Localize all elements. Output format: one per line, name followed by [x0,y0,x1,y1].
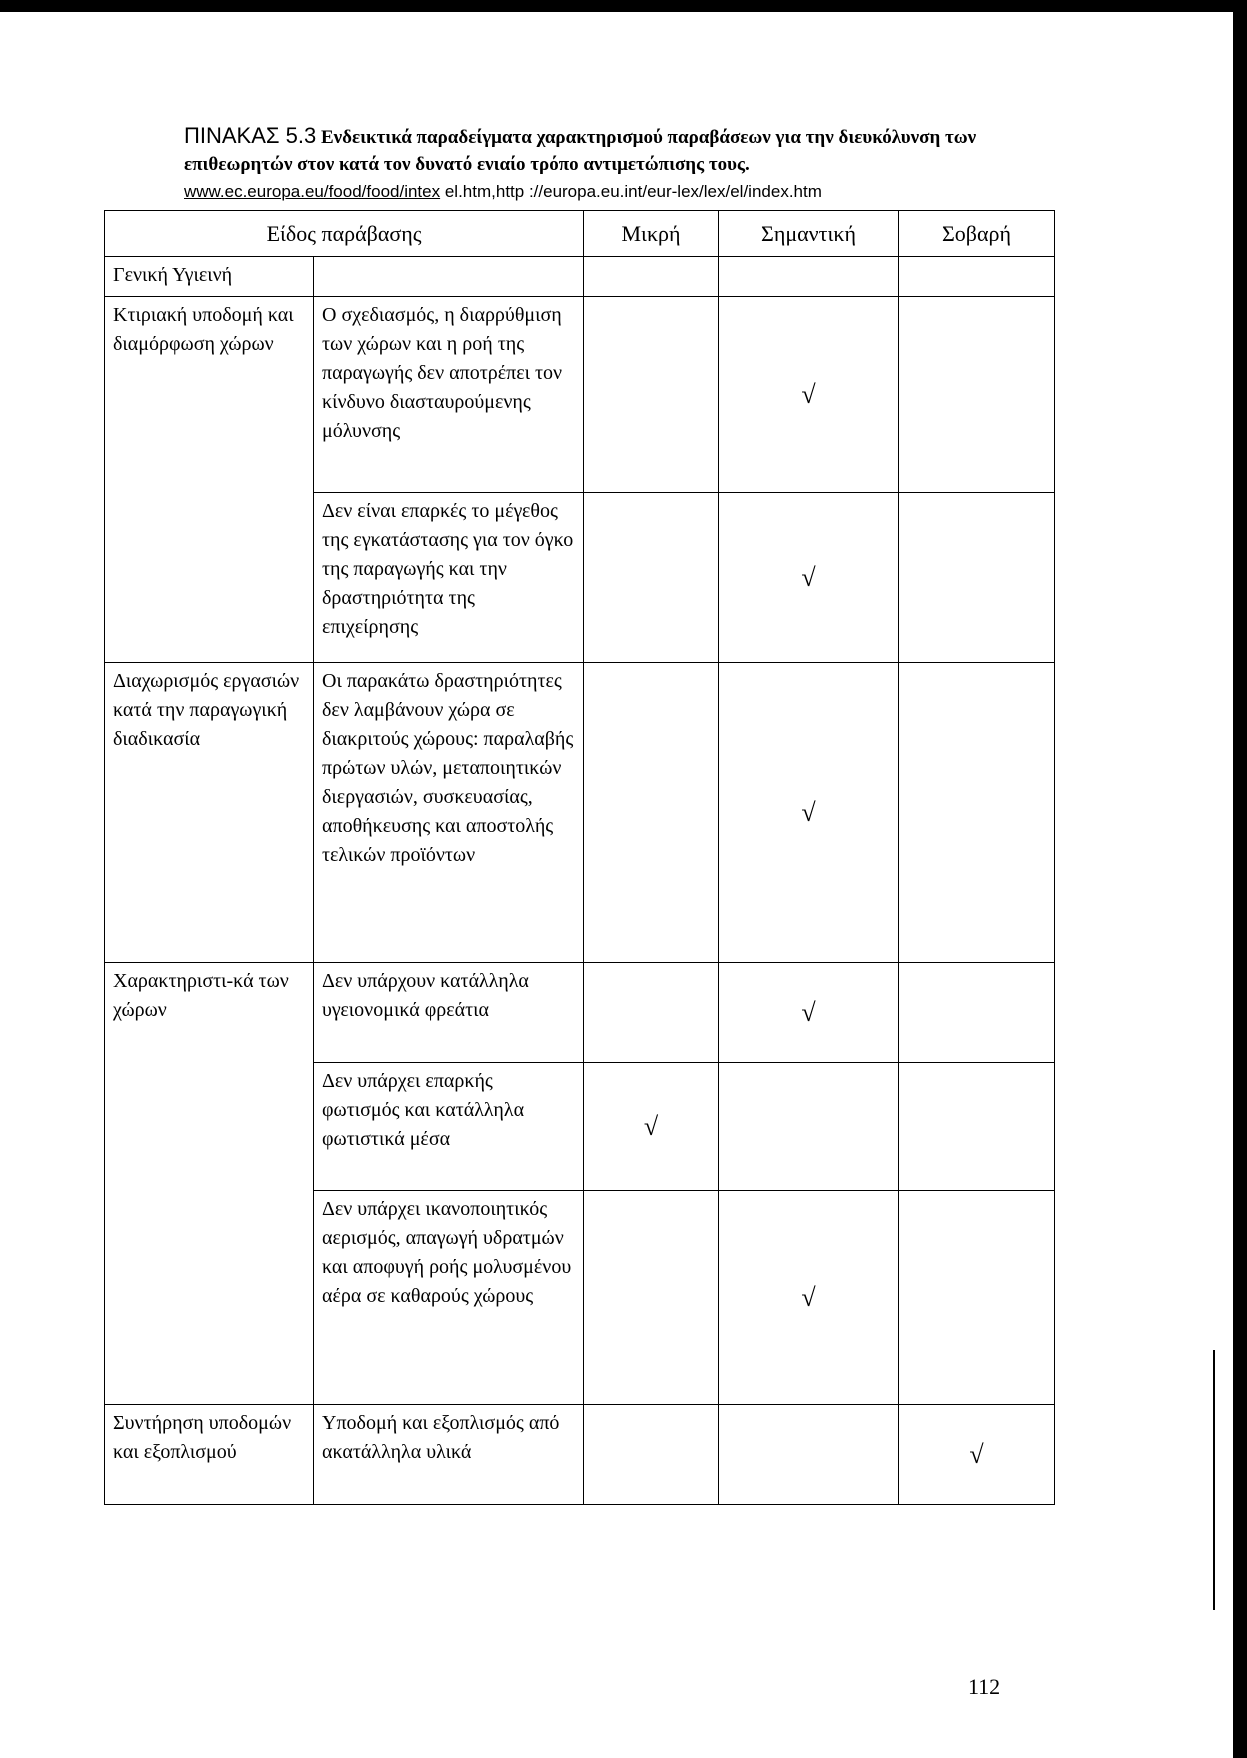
header-significant: Σημαντική [719,211,899,257]
table-row [105,493,1055,663]
row-category: Κτιριακή υποδομή και διαμόρφωση χώρων [105,297,314,493]
section-empty-cell [719,257,899,297]
table-row [105,297,1055,493]
row-description: Δεν υπάρχουν κατάλληλα υγειονομικά φρεάτια [314,963,584,1063]
check-mark-icon: √ [801,380,816,409]
check-mark-icon: √ [801,998,816,1027]
minor-cell [584,663,719,963]
significant-cell [719,1191,899,1405]
minor-cell [584,493,719,663]
row-category [105,493,314,663]
serious-cell [899,297,1055,493]
serious-cell [899,1063,1055,1191]
page-number: 112 [968,1674,1001,1699]
minor-cell [584,297,719,493]
section-empty-cell [584,257,719,297]
section-empty-cell [314,257,584,297]
section-empty-cell [899,257,1055,297]
table-row [105,1063,1055,1191]
minor-cell [584,1405,719,1505]
section-row [105,257,1055,297]
serious-cell [899,1405,1055,1505]
row-description: Δεν είναι επαρκές το μέγεθος της εγκατάστασης για τον όγκο της παραγωγής και την δραστηριότητα της επιχείρησης [314,493,584,663]
table-row [105,963,1055,1063]
serious-cell [899,963,1055,1063]
check-mark-icon: √ [801,563,816,592]
margin-line [1213,1350,1215,1610]
minor-cell [584,1191,719,1405]
row-category [105,1063,314,1191]
serious-cell [899,1191,1055,1405]
caption-title: ΠΙΝΑΚΑΣ 5.3 [184,123,317,148]
check-mark-icon: √ [801,798,816,827]
row-category: Συντήρηση υποδομών και εξοπλισμού [105,1405,314,1505]
row-category: Χαρακτηριστι-κά των χώρων [105,963,314,1063]
row-description: Οι παρακάτω δραστηριότητες δεν λαμβάνουν χώρα σε διακριτούς χώρους: παραλαβής πρώτων υλών, μεταποιητικών διεργασιών, συσκευασίας, αποθήκευσης και αποστολής τελικών προϊόντων [314,663,584,963]
significant-cell [719,663,899,963]
significant-cell [719,1063,899,1191]
table-row [105,1405,1055,1505]
scan-border-top [0,0,1247,12]
row-description: Δεν υπάρχει επαρκής φωτισμός και κατάλληλα φωτιστικά μέσα [314,1063,584,1191]
significant-cell [719,963,899,1063]
scan-border-right [1233,0,1247,1758]
table-caption [184,122,1004,205]
caption-link-tail: el.htm,http ://europa.eu.int/eur-lex/lex/el/index.htm [440,182,822,201]
section-title: Γενική Υγιεινή [105,257,314,297]
header-row [105,211,1055,257]
row-category [105,1191,314,1405]
table-row [105,1191,1055,1405]
check-mark-icon: √ [643,1112,659,1141]
row-category: Διαχωρισμός εργασιών κατά την παραγωγική διαδικασία [105,663,314,963]
serious-cell [899,663,1055,963]
table-row [105,663,1055,963]
check-mark-icon: √ [801,1283,816,1312]
caption-text: Ενδεικτικά παραδείγματα χαρακτηρισμού παραβάσεων για την διευκόλυνση των επιθεωρητών στον κατά τον δυνατό ενιαίο τρόπο αντιμετώπισης τους. [184,127,977,175]
significant-cell [719,297,899,493]
serious-cell [899,493,1055,663]
row-description: Υποδομή και εξοπλισμός από ακατάλληλα υλικά [314,1405,584,1505]
violations-table [104,210,1055,1505]
row-description: Ο σχεδιασμός, η διαρρύθμιση των χώρων και η ροή της παραγωγής δεν αποτρέπει τον κίνδυνο διασταυρούμενης μόλυνσης [314,297,584,493]
row-description: Δεν υπάρχει ικανοποιητικός αερισμός, απαγωγή υδρατμών και αποφυγή ροής μολυσμένου αέρα σε καθαρούς χώρους [314,1191,584,1405]
minor-cell [584,963,719,1063]
significant-cell [719,1405,899,1505]
caption-link[interactable]: www.ec.europa.eu/food/food/intex [184,182,441,201]
minor-cell [584,1063,719,1191]
header-violation-type: Είδος παράβασης [105,211,584,257]
significant-cell [719,493,899,663]
header-serious: Σοβαρή [899,211,1055,257]
header-minor: Μικρή [584,211,719,257]
check-mark-icon: √ [969,1440,984,1469]
